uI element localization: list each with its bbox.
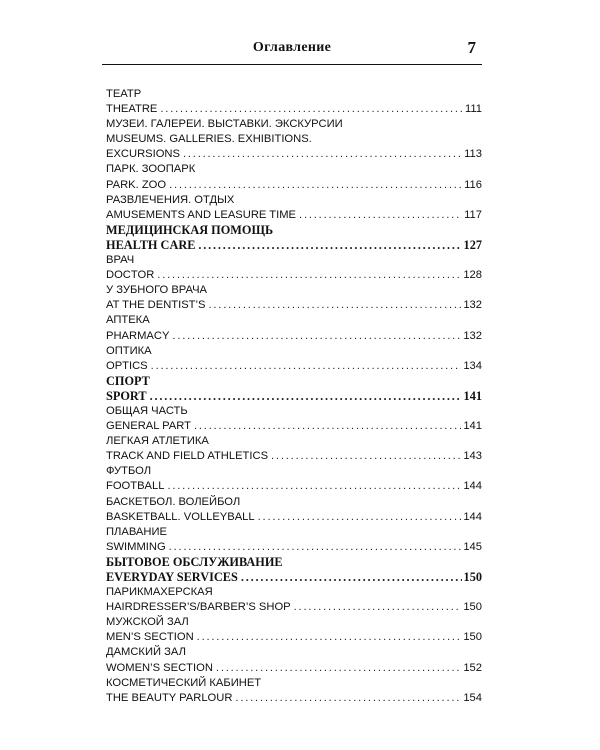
toc-entry-title: THEATRE (106, 103, 158, 116)
toc-entry-leader-line (106, 479, 482, 494)
toc-entry-leader-line (106, 449, 482, 464)
toc-entry-leader-line (106, 419, 482, 434)
toc-entry-title: GENERAL PART (106, 420, 191, 433)
dot-leader (216, 661, 461, 676)
toc-entry-title: BASKETBALL. VOLLEYBALL (106, 510, 255, 523)
toc-entry (106, 615, 482, 645)
toc-page-number: 150 (463, 631, 482, 644)
toc-entry-title: ПАРК. ЗООПАРК (106, 163, 196, 176)
toc-page-number: 117 (464, 208, 482, 221)
toc-entry-title: ДАМСКИЙ ЗАЛ (106, 646, 186, 659)
dot-leader (235, 691, 461, 706)
toc-entry-title: PHARMACY (106, 329, 170, 342)
toc-page-number: 111 (464, 103, 482, 116)
toc-entry (106, 585, 482, 615)
toc-entry-title: МЕДИЦИНСКАЯ ПОМОЩЬ (106, 222, 274, 237)
toc-entry-title-line (106, 525, 482, 540)
toc-page-number: 144 (463, 480, 482, 493)
toc-entry-title: THE BEAUTY PARLOUR (106, 691, 233, 704)
toc-entry-leader-line (106, 102, 482, 117)
toc-page-number: 132 (463, 329, 482, 342)
toc-entry-title-line (106, 495, 482, 510)
toc-entry-leader-line (106, 600, 482, 615)
toc-entry-title: AMUSEMENTS AND LEASURE TIME (106, 208, 297, 221)
toc-entry-title-line (106, 193, 482, 208)
dot-leader (208, 298, 461, 313)
toc-entry (106, 434, 482, 464)
dot-leader (271, 449, 461, 464)
toc-entry (106, 117, 482, 162)
toc-entry-title: БЫТОВОЕ ОБСЛУЖИВАНИЕ (106, 554, 283, 569)
dot-leader (258, 510, 462, 525)
dot-leader (167, 479, 461, 494)
toc-entry-title-line (106, 404, 482, 419)
toc-entry-title: ВРАЧ (106, 254, 135, 267)
toc-entry-title-line (106, 87, 482, 102)
toc-entry (106, 495, 482, 525)
toc-entry-title: ОБЩАЯ ЧАСТЬ (106, 404, 188, 417)
toc-entry-title: PARK. ZOO (106, 178, 167, 191)
toc-section (106, 374, 482, 404)
toc-entry (106, 676, 482, 706)
toc-page-number: 154 (463, 691, 482, 704)
toc-entry-leader-line (106, 510, 482, 525)
toc-entry (106, 283, 482, 313)
dot-leader (198, 238, 461, 253)
toc-entry-title-line (106, 676, 482, 691)
toc-entry-title: AT THE DENTIST’S (106, 299, 206, 312)
toc-entry (106, 87, 482, 117)
toc-page-number: 144 (463, 510, 482, 523)
toc-entry-title-line (106, 253, 482, 268)
toc-entry-title: ФУТБОЛ (106, 465, 152, 478)
toc-entry-title-line (106, 132, 482, 147)
toc-entry-leader-line (106, 630, 482, 645)
dot-leader (150, 389, 462, 404)
toc-entry-title-line (106, 374, 482, 389)
toc-page-number: 150 (463, 570, 482, 584)
toc-entry-leader-line (106, 661, 482, 676)
toc-page-number: 116 (464, 178, 482, 191)
toc-entry-title: ПЛАВАНИЕ (106, 525, 167, 538)
dot-leader (299, 208, 462, 223)
dot-leader (194, 419, 461, 434)
toc-entry-title-line (106, 117, 482, 132)
dot-leader (151, 359, 462, 374)
toc-page-number: 145 (463, 540, 482, 553)
toc-entry-leader-line (106, 147, 482, 162)
toc-page-number: 143 (463, 450, 482, 463)
toc-entry-title: МУЖСКОЙ ЗАЛ (106, 616, 189, 629)
toc-entry-leader-line (106, 359, 482, 374)
toc-entry-title: SWIMMING (106, 540, 166, 553)
toc-entry-title-line (106, 555, 482, 570)
toc-entry-title: СПОРТ (106, 373, 150, 388)
toc-entry-title: FOOTBALL (106, 480, 165, 493)
dot-leader (197, 630, 462, 645)
toc-entry-title-line (106, 313, 482, 328)
toc-entry-title: РАЗВЛЕЧЕНИЯ. ОТДЫХ (106, 193, 235, 206)
toc-section (106, 223, 482, 253)
toc-entry-title: АПТЕКА (106, 314, 150, 327)
dot-leader (169, 178, 462, 193)
toc-entry-leader-line (106, 329, 482, 344)
toc-entry-title-line (106, 615, 482, 630)
toc-entry (106, 193, 482, 223)
dot-leader (294, 600, 462, 615)
toc-entry (106, 162, 482, 192)
toc-entry-title: ЛЕГКАЯ АТЛЕТИКА (106, 435, 209, 448)
toc-entry-title: EXCURSIONS (106, 148, 180, 161)
toc-entry-title-line (106, 464, 482, 479)
toc-entry (106, 464, 482, 494)
toc-page-number: 134 (463, 359, 482, 372)
table-of-contents (106, 87, 482, 706)
toc-entry-title: ПАРИКМАХЕРСКАЯ (106, 586, 213, 599)
toc-entry-title: DOCTOR (106, 269, 155, 282)
toc-entry-title-line (106, 344, 482, 359)
toc-entry-title: SPORT (106, 388, 147, 403)
toc-page-number: 141 (463, 420, 482, 433)
toc-page-number: 113 (464, 148, 482, 161)
toc-entry-leader-line (106, 178, 482, 193)
running-header (102, 36, 482, 65)
toc-page-number: 141 (463, 388, 482, 403)
toc-section (106, 555, 482, 585)
toc-page-number: 152 (463, 661, 482, 674)
dot-leader (169, 540, 462, 555)
toc-entry-leader-line (106, 691, 482, 706)
dot-leader (160, 102, 463, 117)
toc-entry-title-line (106, 283, 482, 298)
toc-entry-leader-line (106, 298, 482, 313)
toc-entry-title-line (106, 585, 482, 600)
toc-page-number: 132 (463, 299, 482, 312)
page-number: 7 (467, 38, 476, 57)
toc-entry (106, 313, 482, 343)
toc-entry (106, 404, 482, 434)
toc-entry-title: КОСМЕТИЧЕСКИЙ КАБИНЕТ (106, 676, 262, 689)
toc-entry-title-line (106, 645, 482, 660)
toc-entry-title: MUSEUMS. GALLERIES. EXHIBITIONS. (106, 133, 312, 146)
toc-entry-title: ТЕАТР (106, 88, 142, 100)
toc-entry-leader-line (106, 389, 482, 404)
toc-entry-title: БАСКЕТБОЛ. ВОЛЕЙБОЛ (106, 495, 241, 508)
toc-entry-title: ОПТИКА (106, 344, 152, 357)
toc-page-number: 150 (463, 601, 482, 614)
dot-leader (157, 268, 461, 283)
toc-entry-leader-line (106, 208, 482, 223)
toc-entry-title-line (106, 434, 482, 449)
page-title: Оглавление (252, 40, 332, 55)
toc-entry-title: EVERYDAY SERVICES (106, 570, 238, 584)
dot-leader (241, 570, 462, 585)
toc-entry-title: HAIRDRESSER’S/BARBER’S SHOP (106, 601, 291, 614)
toc-entry-leader-line (106, 268, 482, 283)
toc-entry-title: OPTICS (106, 359, 148, 372)
toc-entry (106, 645, 482, 675)
toc-entry-leader-line (106, 570, 482, 585)
toc-entry-title: WOMEN’S SECTION (106, 661, 213, 674)
toc-entry-title: TRACK AND FIELD ATHLETICS (106, 450, 269, 463)
toc-entry-title: МУЗЕИ. ГАЛЕРЕИ. ВЫСТАВКИ. ЭКСКУРСИИ (106, 118, 343, 131)
toc-entry-title-line (106, 223, 482, 238)
dot-leader (183, 147, 462, 162)
toc-entry (106, 525, 482, 555)
toc-entry-title: MEN’S SECTION (106, 631, 194, 644)
dot-leader (172, 329, 461, 344)
toc-entry-title-line (106, 162, 482, 177)
toc-page-number: 127 (463, 237, 482, 252)
toc-entry (106, 344, 482, 374)
toc-entry-leader-line (106, 540, 482, 555)
toc-entry-title: HEALTH CARE (106, 237, 196, 252)
toc-entry-title: У ЗУБНОГО ВРАЧА (106, 284, 207, 297)
toc-page-number: 128 (463, 269, 482, 282)
toc-entry-leader-line (106, 238, 482, 253)
toc-entry (106, 253, 482, 283)
